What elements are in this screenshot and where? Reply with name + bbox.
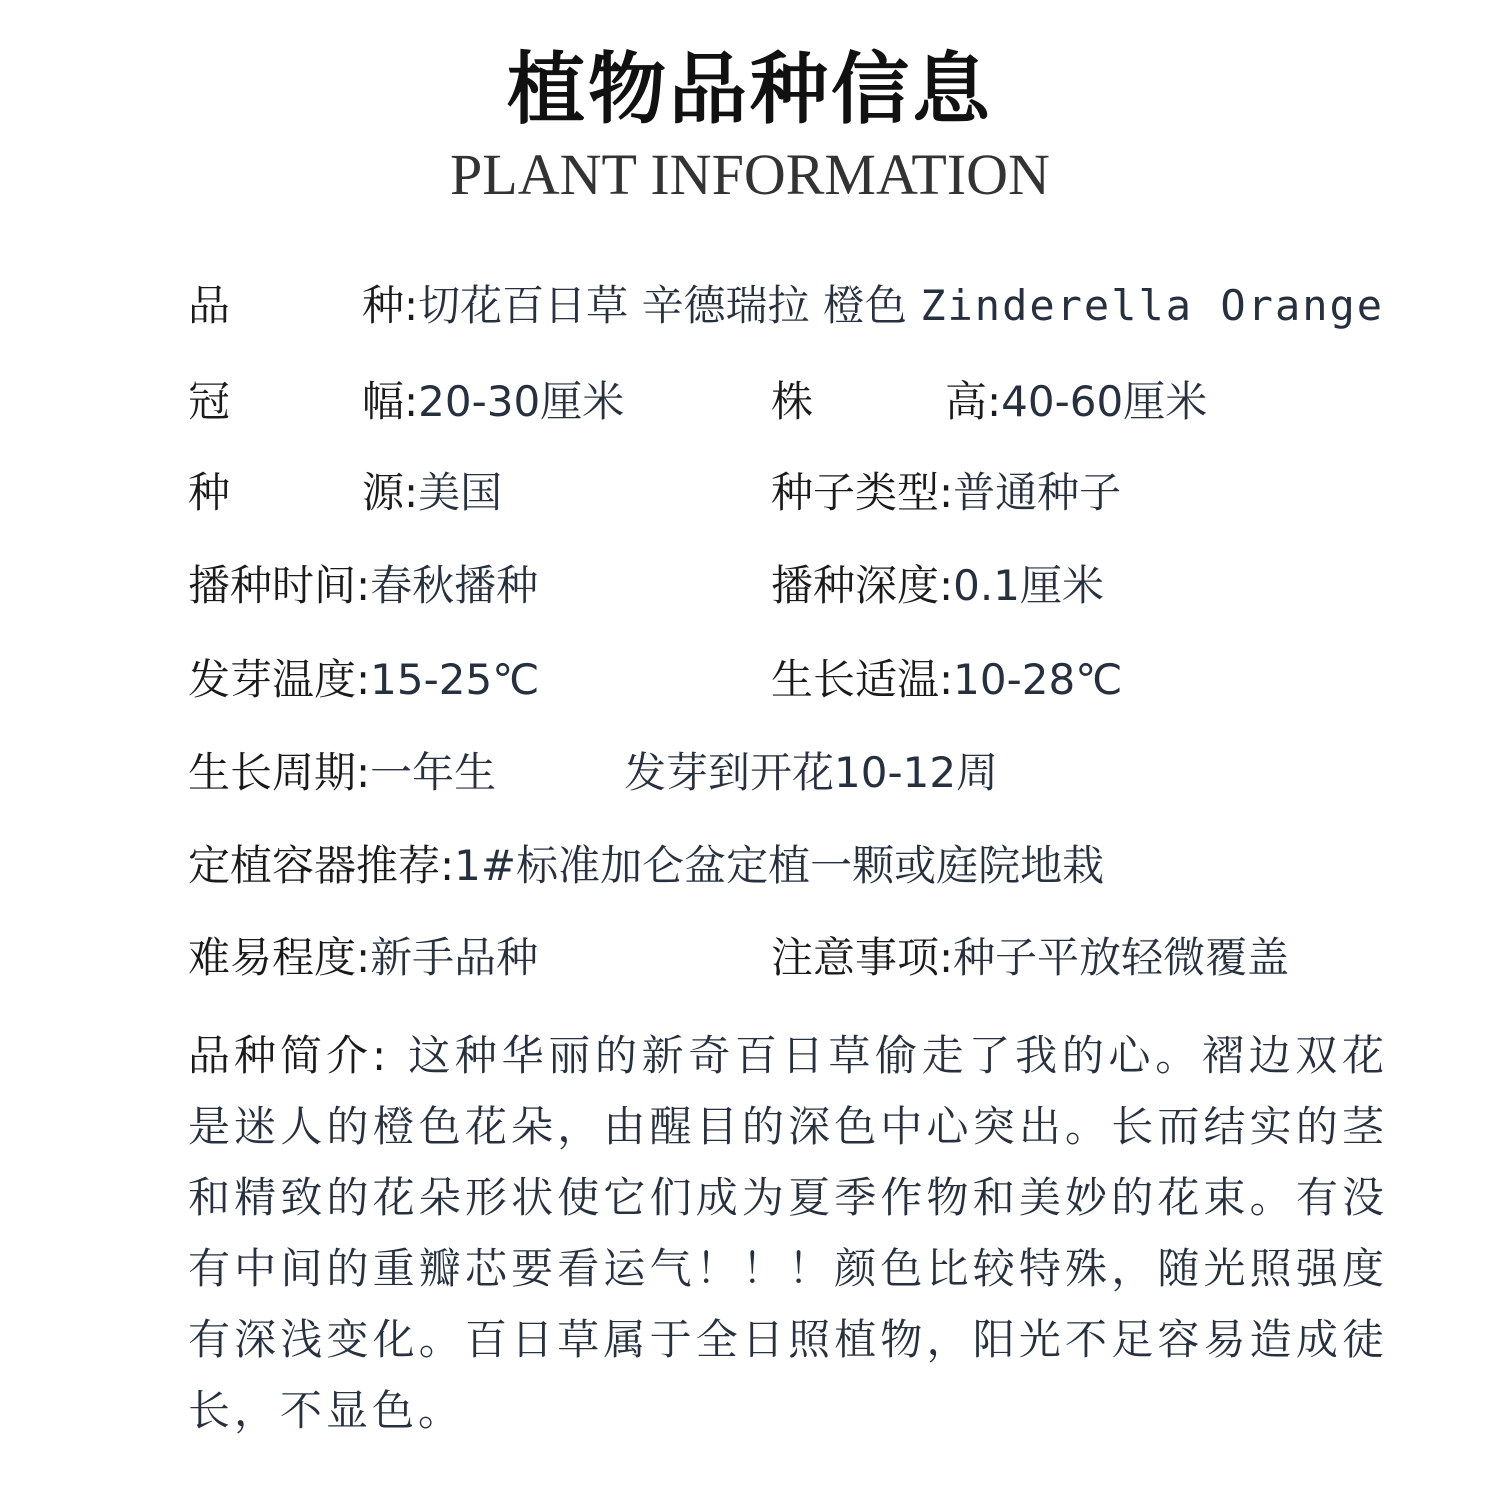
sowing-depth-label: 播种深度 <box>771 561 940 610</box>
germination-temp-value: 15-25℃ <box>370 655 540 704</box>
container-label: 定植容器推荐 <box>188 841 441 890</box>
seed-type-label: 种子类型 <box>771 468 940 517</box>
page-subtitle: PLANT INFORMATION <box>450 142 1050 207</box>
notes-label: 注意事项 <box>771 933 940 982</box>
height-label: 株高 <box>771 377 987 426</box>
temperature-row: 发芽温度:15-25℃ 生长适温:10-28℃ <box>188 650 1488 710</box>
growth-cycle-label: 生长周期 <box>188 748 357 797</box>
sowing-row: 播种时间:春秋播种 播种深度:0.1厘米 <box>188 556 1488 616</box>
height-value: 40-60厘米 <box>1001 377 1208 426</box>
sowing-time-value: 春秋播种 <box>370 561 539 610</box>
variety-label: 品种 <box>188 281 404 330</box>
variety-value: 切花百日草 辛德瑞拉 橙色 <box>418 281 921 330</box>
growth-temp-label: 生长适温 <box>771 655 940 704</box>
growth-temp-value: 10-28℃ <box>953 655 1123 704</box>
container-row: 定植容器推荐:1#标准加仑盆定植一颗或庭院地栽 <box>188 836 1488 896</box>
origin-value: 美国 <box>418 468 503 517</box>
growth-cycle-detail: 发芽到开花10-12周 <box>624 748 999 797</box>
variety-description <box>188 1020 1388 1446</box>
spread-value: 20-30厘米 <box>418 377 625 426</box>
sowing-depth-value: 0.1厘米 <box>953 561 1104 610</box>
origin-label: 种源 <box>188 468 404 517</box>
growth-cycle-row: 生长周期:一年生 发芽到开花10-12周 <box>188 743 1488 803</box>
origin-seedtype-row: 种源:美国 种子类型:普通种子 <box>188 463 1488 523</box>
spread-label: 冠幅 <box>188 377 404 426</box>
spread-height-row: 冠幅:20-30厘米 株高:40-60厘米 <box>188 372 1488 432</box>
difficulty-notes-row: 难易程度:新手品种 注意事项:种子平放轻微覆盖 <box>188 928 1488 988</box>
description-label: 品种简介: <box>188 1031 391 1080</box>
variety-value-en: Zinderella Orange <box>920 281 1385 330</box>
page-title: 植物品种信息 <box>506 45 993 135</box>
difficulty-value: 新手品种 <box>370 933 539 982</box>
notes-value: 种子平放轻微覆盖 <box>953 933 1290 982</box>
description-text: 这种华丽的新奇百日草偷走了我的心。褶边双花是迷人的橙色花朵，由醒目的深色中心突出。长而结实的茎和精致的花朵形状使它们成为夏季作物和美妙的花束。有没有中间的重瓣芯要看运气！！！颜色比较特殊，随光照强度有深浅变化。百日草属于全日照植物，阳光不足容易造成徒长，不显色。 <box>188 1031 1388 1435</box>
difficulty-label: 难易程度 <box>188 933 357 982</box>
variety-row: 品种:切花百日草 辛德瑞拉 橙色 Zinderella Orange <box>188 276 1488 336</box>
germination-temp-label: 发芽温度 <box>188 655 357 704</box>
sowing-time-label: 播种时间 <box>188 561 357 610</box>
growth-cycle-value: 一年生 <box>370 748 497 797</box>
container-value: 1#标准加仑盆定植一颗或庭院地栽 <box>454 841 1105 890</box>
seed-type-value: 普通种子 <box>953 468 1122 517</box>
